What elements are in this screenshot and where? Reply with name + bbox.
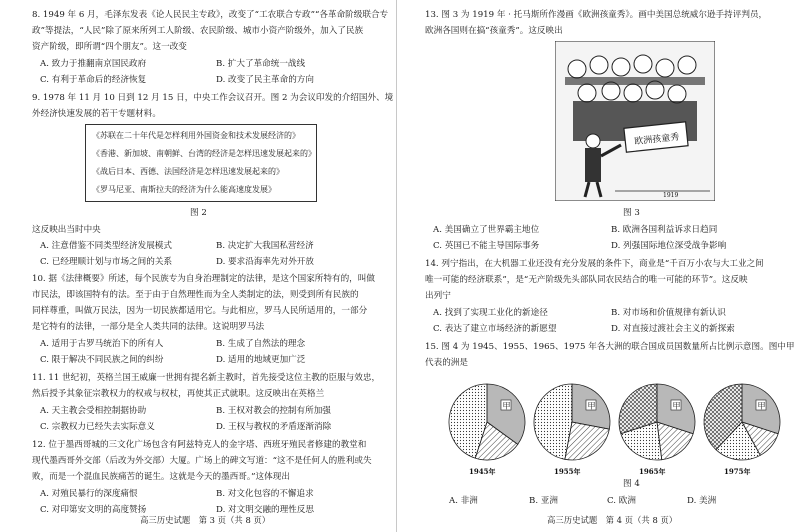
q9-material-4: 《罗马尼亚、南斯拉夫的经济为什么能高速度发展》	[92, 185, 276, 194]
q11-option-d[interactable]: D. 王权与教权的矛盾逐渐消除	[216, 422, 332, 432]
q13-option-a[interactable]: A. 美国确立了世界霸主地位	[433, 225, 540, 235]
q9-stem-1: 9. 1978 年 11 月 10 日到 12 月 15 日，中央工作会议召开。图 2 为会议印发的介绍国外、境	[32, 93, 394, 103]
q12-option-b[interactable]: B. 对文化包容的不懈追求	[216, 489, 314, 499]
pie-0-series-label: 甲	[502, 401, 511, 411]
figure-4-pie-charts	[447, 382, 787, 476]
pie-1-slice-2	[534, 384, 572, 459]
q11-stem-2: 然后授予其象征宗教权力的权戒与权杖，再使其正式就职。这反映出在英格兰	[32, 389, 325, 399]
q15-stem-2: 代表的洲是	[425, 358, 468, 368]
pie-3-series-label: 甲	[757, 401, 766, 411]
figure-3-label: 图 3	[623, 208, 640, 218]
q13-option-b[interactable]: B. 欧洲各国利益诉求日趋同	[611, 225, 718, 235]
q9-material-3: 《战后日本、西德、法国经济是怎样迅速发展起来的》	[92, 167, 284, 176]
q8-option-d[interactable]: D. 改变了民主革命的方向	[216, 75, 314, 85]
q9-lead: 这反映出当时中央	[32, 225, 101, 235]
q11-option-a[interactable]: A. 天主教会受相控制据协助	[40, 406, 147, 416]
q10-option-b[interactable]: B. 生成了自然法的理念	[216, 339, 306, 349]
q14-option-b[interactable]: B. 对市场和价值规律有新认识	[611, 308, 726, 318]
pie-0-year-label: 1945年	[469, 467, 496, 476]
q14-option-d[interactable]: D. 对直接过渡社会主义的新探索	[611, 324, 735, 334]
page-4-footer: 高三历史试题 第 4 页（共 8 页）	[547, 515, 678, 525]
pie-2-year-label: 1965年	[639, 467, 666, 476]
q15-option-d[interactable]: D. 美洲	[687, 496, 717, 506]
q12-stem-1: 12. 位于墨西哥城的三文化广场包含有阿兹特克人的金字塔、西班牙殖民者修建的教堂和	[32, 440, 367, 450]
q14-stem-2: 唯一可能的经济联系”，是“无产阶级先头部队同农民结合的唯一可能的环节”。这反映	[425, 275, 748, 285]
q12-option-c[interactable]: C. 对印第安文明的高度赞扬	[40, 505, 147, 515]
q8-option-a[interactable]: A. 致力于推翻南京国民政府	[40, 59, 147, 69]
q8-stem-1: 8. 1949 年 6 月，毛泽东发表《论人民民主专政》，改变了“工农联合专政”“各革命阶级联合专	[32, 10, 389, 20]
pie-1-series-label: 甲	[587, 401, 596, 411]
pie-1-slice-1	[565, 422, 609, 460]
q12-option-d[interactable]: D. 对文明交融的理性反思	[216, 505, 314, 515]
q13-stem-2: 欧洲各国则在搞“孩童秀”。这反映出	[425, 26, 563, 36]
q10-stem-3: 同样尊重，叫做万民法，因为一切民族都适用它。与此相应，罗马人民所适用的，一部分	[32, 306, 368, 316]
pie-1-year-label: 1955年	[554, 467, 581, 476]
q13-option-d[interactable]: D. 列强国际地位深受战争影响	[611, 241, 727, 251]
q9-option-b[interactable]: B. 决定扩大我国私营经济	[216, 241, 314, 251]
q12-stem-3: 败，而是一个混血民族痛苦的诞生。这就是今天的墨西哥。”这体现出	[32, 472, 290, 482]
q10-option-d[interactable]: D. 适用的地域更加广泛	[216, 355, 306, 365]
q8-stem-3: 资产阶级，即所谓“四个朋友”。这一改变	[32, 42, 187, 52]
q12-stem-2: 现代墨西哥外交部（后改为外交部）大厦。广场上的碑文写道：“这不是任何人的胜利或失	[32, 456, 372, 466]
q15-option-c[interactable]: C. 欧洲	[607, 496, 636, 506]
cartoon-illustration	[555, 41, 715, 201]
q11-option-c[interactable]: C. 宗教权力已经失去实际意义	[40, 422, 155, 432]
q9-option-c[interactable]: C. 已经理顺计划与市场之间的关系	[40, 257, 173, 267]
q9-option-d[interactable]: D. 要求沿海率先对外开放	[216, 257, 314, 267]
q10-stem-2: 市民法，即该国特有的法。至于由于自然理性而为全人类制定的法，则受到所有民族的	[32, 290, 359, 300]
figure-2-label: 图 2	[190, 208, 207, 218]
q15-option-a[interactable]: A. 非洲	[449, 496, 478, 506]
q14-stem-3: 出列宁	[425, 291, 451, 301]
q14-stem-1: 14. 列宁指出，在大机器工业还没有充分发展的条件下，商业是“千百万小农与大工业之间	[425, 259, 764, 269]
cartoon-sign-text: 欧洲孩童秀	[633, 132, 680, 148]
q10-option-c[interactable]: C. 限于解决不同民族之间的纠纷	[40, 355, 164, 365]
q8-option-c[interactable]: C. 有利于革命后的经济恢复	[40, 75, 147, 85]
q10-stem-1: 10. 据《法律概要》所述，每个民族专为自身治理制定的法律，是这个国家所特有的，叫做	[32, 274, 375, 284]
q14-option-c[interactable]: C. 表达了建立市场经济的新愿望	[433, 324, 557, 334]
q9-stem-2: 外经济快速发展的若干专题材料。	[32, 109, 161, 119]
q8-option-b[interactable]: B. 扩大了革命统一战线	[216, 59, 306, 69]
q9-option-a[interactable]: A. 注意借鉴不同类型经济发展模式	[40, 241, 172, 251]
q13-stem-1: 13. 图 3 为 1919 年 · 托马斯所作漫画《欧洲孩童秀》。画中美国总统威尔逊手持评判员，	[425, 10, 768, 20]
q8-stem-2: 政”等提法，“人民”除了原来所列工人阶级、农民阶级、城市小资产阶级外，加入了民族	[32, 26, 364, 36]
q11-stem-1: 11. 11 世纪初，英格兰国王威廉一世拥有提名新主教时，首先接受这位主教的臣服与效忠，	[32, 373, 381, 383]
q15-option-b[interactable]: B. 亚洲	[529, 496, 558, 506]
figure-4-label: 图 4	[623, 479, 640, 489]
cartoon-caption: 1919	[663, 192, 679, 199]
pie-3-year-label: 1975年	[724, 467, 751, 476]
q9-material-1: 《苏联在二十年代是怎样利用外国资金和技术发展经济的》	[92, 131, 300, 140]
q10-option-a[interactable]: A. 适用于古罗马统治下的所有人	[40, 339, 164, 349]
q9-material-box	[85, 124, 317, 202]
page-3-footer: 高三历史试题 第 3 页（共 8 页）	[140, 515, 271, 525]
q15-stem-1: 15. 图 4 为 1945、1955、1965、1975 年各大洲的联合国成员国数量所占比例示意图。图中甲	[425, 342, 794, 352]
q13-option-c[interactable]: C. 英国已不能主导国际事务	[433, 241, 540, 251]
pie-2-series-label: 甲	[672, 401, 681, 411]
page-4	[397, 0, 794, 532]
q11-option-b[interactable]: B. 王权对教会的控制有所加强	[216, 406, 331, 416]
q14-option-a[interactable]: A. 找到了实现工业化的新途径	[433, 308, 548, 318]
q10-stem-4: 是它特有的法律，一部分是全人类共同的法律。这说明罗马法	[32, 322, 265, 332]
q9-material-2: 《香港、新加坡、南朝鲜、台湾的经济是怎样迅速发展起来的》	[92, 149, 316, 158]
q12-option-a[interactable]: A. 对殖民暴行的深度痛恨	[40, 489, 138, 499]
